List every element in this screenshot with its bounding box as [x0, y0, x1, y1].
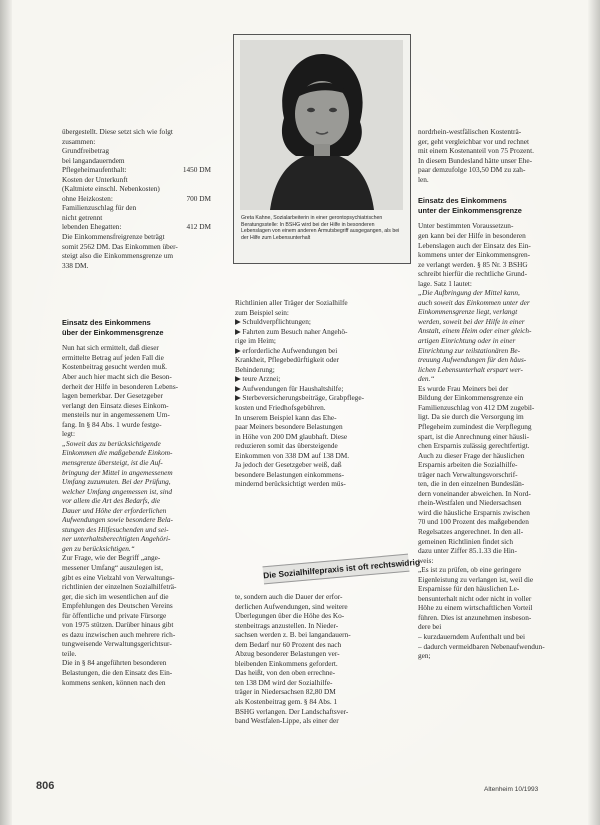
- text-line: verlangt den Einsatz dieses Einkom-: [62, 400, 169, 410]
- row-label: Familienzuschlag für den: [62, 203, 137, 213]
- text-line: Einkommen von 338 DM auf 138 DM.: [235, 450, 350, 460]
- text-line: Ja jedoch der Gesetzgeber weiß, daß: [235, 460, 342, 470]
- left-column: [62, 127, 211, 687]
- text-line: Familienzuschlag von 412 DM zugebil-: [418, 402, 535, 412]
- text-line: ▶ teure Arznei;: [235, 374, 281, 384]
- table-row: [62, 222, 211, 232]
- text-line: 70 und 100 Prozent des maßgebenden: [418, 517, 529, 527]
- text-line: te, sondern auch die Dauer der erfor-: [235, 592, 343, 601]
- table-row: [62, 146, 211, 156]
- middle-body-text-2: [235, 592, 409, 726]
- text-line: Kostenbeitrag gesucht werden muß.: [62, 362, 167, 372]
- page-number: 806: [36, 780, 55, 792]
- text-line: mensgrenze übersteigt, ist die Auf-: [62, 457, 163, 467]
- text-line: Abzug besonderer Belastungen ver-: [235, 649, 340, 659]
- text-line: Bildung der Einkommensgrenze ein: [418, 393, 524, 403]
- left-body-text: [62, 343, 211, 438]
- text-line: gen zu berücksichtigen.“: [62, 543, 135, 553]
- row-label: Pflegeheimaufenthalt:: [62, 165, 127, 175]
- text-line: Umfang zuzumuten. Bei der Prüfung,: [62, 477, 171, 487]
- text-line: Ersparnis arbeiten die Sozialhilfe-: [418, 460, 518, 470]
- text-line: gibt es eine Vielzahl von Verwaltungs-: [62, 572, 175, 582]
- text-line: Pflegeheim zumindest die Verpflegung: [418, 421, 532, 431]
- text-line: Zur Frage, wie der Begriff „ange-: [62, 553, 161, 563]
- left-intro-text: [62, 127, 211, 146]
- text-line: vor allem die Art des Bedarfs, die: [62, 496, 161, 506]
- photo-frame: [233, 34, 411, 264]
- photo-caption: Greta Kahne, Sozialarbeiterin in einer gerontopsychiatrischen Beratungsstelle: In BSHG wird bei der Hilfe in besonderen Lebenslagen von einem anderen Armutsbegriff ausgegangen, als bei der Hilfe zum Lebensunterhalt: [241, 215, 400, 242]
- table-row: [62, 175, 211, 185]
- text-line: übergestellt. Diese setzt sich wie folgt: [62, 127, 173, 136]
- text-line: Dauer und Höhe der erforderlichen: [62, 505, 167, 515]
- portrait-image: [240, 40, 403, 210]
- text-line: fang. In § 84 Abs. 1 wurde festge-: [62, 419, 162, 429]
- text-line: ▶ Sterbeversicherungsbeiträge, Grabpflege-: [235, 393, 364, 403]
- text-line: zum Beispiel sein:: [235, 307, 289, 317]
- text-line: chen Ersparnis zulässig gerechtfertigt.: [418, 441, 530, 451]
- text-line: Anstalt, einem Heim oder einer gleich-: [418, 326, 532, 336]
- text-line: führen. Dies ist anzunehmen insbeson-: [418, 612, 532, 622]
- text-line: treuung Aufwendungen für den häus-: [418, 355, 527, 365]
- text-line: ten, die in den einzelnen Bundeslän-: [418, 479, 525, 489]
- text-line: Überlegungen über die Höhe des Ko-: [235, 611, 345, 621]
- text-line: rhein-Westfalen und Niedersachsen: [418, 498, 522, 508]
- heading-line: über der Einkommensgrenze: [62, 327, 164, 337]
- text-line: Nun hat sich ermittelt, daß dieser: [62, 343, 159, 353]
- text-line: ▶ Schuldverpflichtungen;: [235, 317, 311, 327]
- text-line: teile.: [62, 648, 77, 658]
- text-line: stenbeitrags anzustellen. In Nieder-: [235, 620, 339, 630]
- text-line: reduzieren somit das übersteigende: [235, 441, 338, 451]
- text-line: In unserem Beispiel kann das Ehe-: [235, 412, 337, 422]
- pull-quote: Die Sozialhilfepraxis ist oft rechtswidrig: [262, 554, 409, 585]
- text-line: paar Meiners besondere Belastungen: [235, 422, 343, 432]
- text-line: Das heißt, von den oben errechne-: [235, 668, 336, 678]
- text-line: Unter bestimmten Voraussetzun-: [418, 221, 514, 231]
- text-line: lichen Lebensunterhalt erspart wer-: [418, 364, 523, 374]
- row-label: Grundfreibetrag: [62, 146, 110, 156]
- text-line: auch soweit das Einkommen unter der: [418, 297, 530, 307]
- left-law-quote: [62, 439, 211, 554]
- row-label: (Kaltmiete einschl. Nebenkosten): [62, 184, 160, 194]
- text-line: tungweisende Verwaltungsgerichtsur-: [62, 639, 172, 649]
- text-line: weis:: [418, 555, 434, 565]
- text-line: welcher Umfang angemessen ist, sind: [62, 486, 173, 496]
- right-intro-text: [418, 127, 573, 184]
- text-line: Aufwendungen sowie besondere Bela-: [62, 515, 173, 525]
- heading-line: Einsatz des Einkommens: [418, 196, 507, 206]
- left-body-text-2: [62, 553, 211, 687]
- row-value: 700 DM: [186, 193, 211, 203]
- text-line: Auch zu dieser Frage der häuslichen: [418, 450, 525, 460]
- text-line: mensteils nur in angemessenem Um-: [62, 410, 170, 420]
- text-line: gen;: [418, 651, 431, 661]
- text-line: derheit der Hilfe in besonderen Lebens-: [62, 381, 179, 391]
- text-line: In diesem Bundesland hätte unser Ehe-: [418, 155, 533, 165]
- issue-footer: Altenheim 10/1993: [484, 786, 539, 793]
- text-line: Einkommensgrenze liegt, verlangt: [418, 307, 518, 317]
- text-line: lage. Satz 1 lautet:: [418, 278, 472, 288]
- text-line: schreibt hierfür die rechtliche Grund-: [418, 269, 528, 279]
- text-line: lagen bemerkbar. Der Gesetzgeber: [62, 391, 163, 401]
- text-line: ▶ erforderliche Aufwendungen bei: [235, 345, 338, 355]
- middle-column-lower: [235, 592, 409, 726]
- text-line: kommens senken, können nach den: [62, 677, 166, 687]
- table-row: [62, 213, 211, 223]
- right-column: [418, 127, 573, 661]
- table-row: [62, 156, 211, 166]
- text-line: derlichen Aufwendungen, sind weitere: [235, 601, 348, 611]
- text-line: bringung der Mittel in angemessenem: [62, 467, 173, 477]
- text-line: gemeinen Richtlinien findet sich: [418, 536, 514, 546]
- right-body-text-2: [418, 384, 573, 661]
- text-line: werden, soweit bei der Hilfe in einer: [418, 316, 525, 326]
- text-line: den.“: [418, 374, 435, 384]
- text-line: ner unterhaltsberechtigten Angehöri-: [62, 534, 171, 544]
- text-line: bensunterhalt nicht oder nicht in voller: [418, 593, 532, 603]
- text-line: dere bei: [418, 622, 442, 632]
- text-line: ger, geht vergleichbar vor und rechnet: [418, 136, 530, 146]
- text-line: Höhe zu einem wirtschaftlichen Vorteil: [418, 603, 533, 613]
- row-value: 1450 DM: [182, 165, 211, 175]
- text-line: – kurzdauerndem Aufenthalt und bei: [418, 631, 525, 641]
- text-line: es dazu inzwischen auch mehrere rich-: [62, 629, 176, 639]
- deduction-list: [235, 317, 409, 412]
- text-line: rige im Heim;: [235, 336, 276, 346]
- text-line: als Kostenbeitrag gem. § 84 Abs. 1: [235, 697, 338, 707]
- text-line: ermittelte Betrag auf jeden Fall die: [62, 352, 164, 362]
- text-line: paar demzufolge 103,50 DM zu zah-: [418, 165, 526, 175]
- row-label: lebenden Ehegatten:: [62, 222, 122, 232]
- heading-line: unter der Einkommensgrenze: [418, 205, 522, 215]
- text-line: Eigenleistung zu verlangen ist, weil die: [418, 574, 534, 584]
- text-line: stungen des Hilfesuchenden und sei-: [62, 524, 169, 534]
- text-line: mindernd berücksichtigt werden müs-: [235, 479, 346, 489]
- text-line: kommens unter der Einkommensgren-: [418, 250, 531, 260]
- text-line: ▶ Fahrten zum Besuch naher Angehö-: [235, 326, 348, 336]
- middle-column: [235, 298, 409, 489]
- text-line: richtlinien der einzelnen Sozialhilfeträ-: [62, 582, 177, 592]
- text-line: Es wurde Frau Meiners bei der: [418, 383, 509, 393]
- section-heading-above-limit: [62, 318, 211, 337]
- text-line: Die in § 84 angeführten besonderen: [62, 658, 167, 668]
- text-line: – dadurch vermeidbaren Nebenaufwendun-: [418, 641, 545, 651]
- text-line: dazu unter Ziffer 85.1.33 die Hin-: [418, 546, 517, 556]
- heading-line: Einsatz des Einkommens: [62, 318, 151, 328]
- text-line: ▶ Aufwendungen für Haushaltshilfe;: [235, 383, 344, 393]
- text-line: wird die häusliche Ersparnis zwischen: [418, 507, 530, 517]
- text-line: in Höhe von 200 DM glaubhaft. Diese: [235, 431, 348, 441]
- text-line: Richtlinien aller Träger der Sozialhilfe: [235, 298, 348, 307]
- text-line: messener Umfang“ auszulegen ist,: [62, 562, 163, 572]
- text-line: von 1975 stützen. Darüber hinaus gibt: [62, 620, 174, 630]
- text-line: „Die Aufbringung der Mittel kann,: [418, 288, 520, 298]
- text-line: kosten und Friedhofsgebühren.: [235, 403, 326, 413]
- text-line: ligt. Da sie durch die Versorgung im: [418, 412, 524, 422]
- text-line: band Westfalen-Lippe, als einer der: [235, 716, 339, 726]
- portrait-photo: [240, 40, 403, 210]
- row-label: bei langandauerndem: [62, 155, 125, 165]
- text-line: mit einem Kostenanteil von 75 Prozent.: [418, 146, 534, 156]
- text-line: für öffentliche und private Fürsorge: [62, 610, 167, 620]
- text-line: träger nach Verwaltungsvorschrif-: [418, 469, 518, 479]
- page-scan-edge: [588, 0, 600, 825]
- text-line: len.: [418, 174, 429, 184]
- text-line: 338 DM.: [62, 260, 89, 270]
- text-line: ger, die sich im wesentlichen auf die: [62, 591, 169, 601]
- text-line: Belastungen, die den Einsatz des Ein-: [62, 667, 173, 677]
- text-line: „Soweit das zu berücksichtigende: [62, 438, 161, 448]
- text-line: steigt also die Einkommensgrenze um: [62, 251, 174, 261]
- text-line: nordrhein-westfälischen Kostenträ-: [418, 127, 522, 136]
- text-line: ze verlangt werden. § 85 Nr. 3 BSHG: [418, 259, 528, 269]
- row-label: nicht getrennt: [62, 212, 103, 222]
- text-line: legt:: [62, 429, 75, 439]
- income-breakdown-table: [62, 146, 211, 232]
- middle-intro-text: [235, 298, 409, 317]
- text-line: Empfehlungen des Deutschen Vereins: [62, 601, 173, 611]
- text-line: Regelsatzes angerechnet. In den all-: [418, 526, 524, 536]
- text-line: BSHG verlangen. Der Landschaftsver-: [235, 706, 349, 716]
- text-line: Aber auch hier macht sich die Beson-: [62, 372, 172, 382]
- left-result-text: [62, 232, 211, 270]
- text-line: ten 138 DM wird der Sozialhilfe-: [235, 677, 333, 687]
- row-value: 412 DM: [186, 222, 211, 232]
- page-binding-shadow: [0, 0, 12, 825]
- text-line: Lebenslagen auch der Einsatz des Ein-: [418, 240, 531, 250]
- text-line: besondere Belastungen einkommens-: [235, 469, 345, 479]
- text-line: „Es ist zu prüfen, ob eine geringere: [418, 565, 522, 575]
- text-line: Ersparnisse für den häuslichen Le-: [418, 584, 520, 594]
- text-line: dem Bedarf nur 60 Prozent des nach: [235, 639, 342, 649]
- table-row: [62, 194, 211, 204]
- section-heading-below-limit: [418, 196, 573, 215]
- table-row: [62, 203, 211, 213]
- text-line: gen kann bei der Hilfe in besonderen: [418, 231, 526, 241]
- text-line: spart, ist die Anrechnung einer häusli-: [418, 431, 530, 441]
- text-line: Einrichtung zur teilstationären Be-: [418, 345, 521, 355]
- text-line: Einkommen die maßgebende Einkom-: [62, 448, 173, 458]
- text-line: artigen Einrichtung oder in einer: [418, 336, 516, 346]
- row-label: ohne Heizkosten:: [62, 193, 113, 203]
- text-line: dern voneinander abweichen. In Nord-: [418, 488, 531, 498]
- text-line: sachsen werden z. B. bei langandauern-: [235, 630, 351, 640]
- text-line: zusammen:: [62, 136, 96, 146]
- text-line: bleibenden Einkommens gefordert.: [235, 658, 338, 668]
- middle-body-text: [235, 413, 409, 489]
- text-line: somit 2562 DM. Das Einkommen über-: [62, 241, 178, 251]
- right-law-quote: [418, 288, 573, 383]
- text-line: träger in Niedersachsen 82,80 DM: [235, 687, 336, 697]
- table-row: [62, 165, 211, 175]
- table-row: [62, 184, 211, 194]
- text-line: Die Einkommensfreigrenze beträgt: [62, 232, 165, 242]
- text-line: Behinderung;: [235, 364, 275, 374]
- row-label: Kosten der Unterkunft: [62, 174, 128, 184]
- text-line: Krankheit, Pflegebedürftigkeit oder: [235, 355, 339, 365]
- right-body-text: [418, 221, 573, 288]
